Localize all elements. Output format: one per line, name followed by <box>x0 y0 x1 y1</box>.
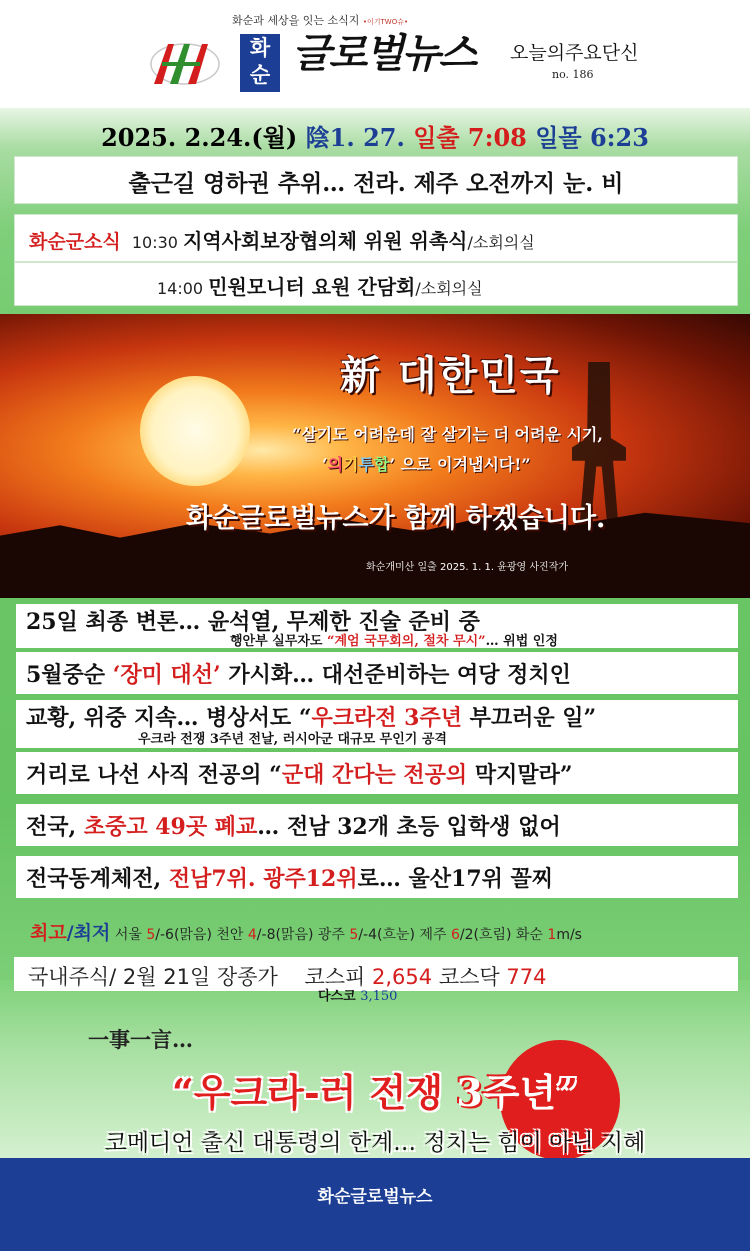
label-sep: / <box>66 922 74 944</box>
tagline-text: 화순과 세상을 잇는 소식지 <box>232 14 360 27</box>
headline-text: 전국, <box>26 814 84 840</box>
city: 광주 <box>317 927 350 943</box>
news-headline <box>26 810 561 841</box>
temp-rest: /2(흐림) <box>459 927 516 943</box>
headline-text: 로… 울산17위 꼴찌 <box>357 866 554 892</box>
stock-label: 국내주식/ 2월 21일 장종가 <box>28 965 278 989</box>
news-item-3[interactable] <box>16 700 738 748</box>
dateline <box>0 118 750 153</box>
daily-title: 오늘의주요단신 <box>510 42 639 64</box>
wind-unit: m/s <box>556 927 582 943</box>
headline-text: 가시화… 대선준비하는 여당 정치인 <box>220 662 571 688</box>
sun-char: 순 <box>249 62 271 87</box>
hwasun-logo-box <box>240 34 280 92</box>
lunar-date: 陰1. 27. <box>305 123 405 152</box>
tagline-brand: •이기TWO슈• <box>362 18 409 26</box>
news-subline <box>230 630 558 649</box>
dasco-label: 다스코 <box>318 989 361 1004</box>
footer-brand[interactable]: 화순글로벌뉴스 <box>317 1187 433 1207</box>
news-item-5[interactable] <box>16 804 738 846</box>
temp-rest: /-8(맑음) <box>256 927 318 943</box>
sub-highlight: “계엄 국무회의, 절차 무시” <box>326 634 486 649</box>
event-time: 14:00 <box>157 279 204 298</box>
event-title: 지역사회보장협의체 위원 위촉식 <box>183 229 468 253</box>
label-high: 최고 <box>30 922 67 944</box>
county-news-label: 화순군소식 <box>29 231 121 253</box>
quote-char: 투 <box>358 455 374 474</box>
temp-high: 5 <box>349 927 359 943</box>
city: 제주 <box>419 927 451 943</box>
masthead <box>0 0 750 108</box>
headline-text: 교황, 위중 지속… 병상서도 “ <box>26 705 312 731</box>
dasco-value: 3,150 <box>360 989 398 1004</box>
headline-highlight: 우크라전 3주년 <box>311 705 462 731</box>
event-place: /소회의실 <box>415 279 483 298</box>
headline-text: ” <box>556 1070 579 1115</box>
news-item-4[interactable] <box>16 752 738 794</box>
headline-text: … 전남 32개 초등 입학생 없어 <box>257 814 561 840</box>
temp-high: 5 <box>146 927 156 943</box>
headline-text: 거리로 나선 사직 전공의 “ <box>26 762 282 788</box>
headline-highlight: 3주년 <box>456 1070 557 1115</box>
event-time: 10:30 <box>131 233 178 252</box>
temperature-row <box>30 918 582 945</box>
sub-text: 행안부 실무자도 <box>230 634 327 649</box>
wind-speed: 1 <box>547 927 557 943</box>
quote-close: ’ 으로 이겨냅시다!” <box>389 455 531 474</box>
news-item-6[interactable] <box>16 856 738 898</box>
weather-headline-box <box>14 156 738 204</box>
banner-main-message: 화순글로벌뉴스가 함께 하겠습니다. <box>186 503 606 534</box>
headline-text: 전국동계체전, <box>26 866 169 892</box>
logo-icon <box>140 34 230 90</box>
city: 서울 <box>114 927 147 943</box>
one-word-label: 一事一言… <box>88 1027 193 1052</box>
sunrise: 일출 7:08 <box>413 123 527 152</box>
quote-char: 기 <box>343 455 359 474</box>
event-title: 민원모니터 요원 간담회 <box>208 275 416 299</box>
kosdaq-value: 774 <box>506 965 547 989</box>
quote-open: ‘ <box>322 455 328 474</box>
news-item-2[interactable] <box>16 652 738 694</box>
sunset: 일몰 6:23 <box>535 123 649 152</box>
news-item-1[interactable] <box>16 604 738 648</box>
headline-text: 막지말라” <box>467 762 573 788</box>
label-low: 최저 <box>73 922 111 944</box>
issue-number: no. 186 <box>552 68 594 81</box>
event-place: /소회의실 <box>467 233 535 252</box>
county-news-box-2 <box>14 262 738 306</box>
hwa-char: 화 <box>249 35 271 60</box>
kospi-value: 2,654 <box>372 965 433 989</box>
news-headline <box>26 658 571 689</box>
temp-high: 4 <box>247 927 257 943</box>
headline-highlight: ‘장미 대선’ <box>112 662 221 688</box>
city: 천안 <box>216 927 248 943</box>
headline-text: “우크라-러 전쟁 <box>171 1070 457 1115</box>
county-news-item-1[interactable] <box>29 225 535 254</box>
headline-text: 5월중순 <box>26 662 113 688</box>
county-news-box-1 <box>14 214 738 262</box>
kosdaq-label: 코스닥 <box>432 965 507 989</box>
one-word-headline <box>0 1062 750 1117</box>
sun-image <box>140 376 250 486</box>
news-headline <box>26 862 553 893</box>
temp-high: 6 <box>450 927 460 943</box>
weather-headline[interactable]: 출근길 영하권 추위… 전라. 제주 오전까지 눈. 비 <box>128 170 624 197</box>
county-news-item-2[interactable] <box>157 271 483 300</box>
news-headline <box>26 758 572 789</box>
sunrise-photo-banner <box>0 314 750 598</box>
kospi-label: 코스피 <box>304 965 373 989</box>
brand-script: 글로벌뉴스 <box>292 30 476 77</box>
one-word-comment: 코메디언 출신 대통령의 한계… 정치는 힘이 아닌 지혜 <box>104 1130 646 1156</box>
footer-bar <box>0 1158 750 1251</box>
temp-rest: /-4(흐눈) <box>358 927 420 943</box>
temp-rest: /-6(맑음) <box>155 927 217 943</box>
headline-highlight: 초중고 49곳 폐교 <box>83 814 258 840</box>
banner-title: 新 대한민국 <box>340 352 561 399</box>
stock-row[interactable] <box>28 961 546 991</box>
date: 2025. 2.24.(월) <box>101 123 298 152</box>
banner-quote-1: “살기도 어려운데 잘 살기는 더 어려운 시기, <box>292 425 603 444</box>
headline-text: 부끄러운 일” <box>461 705 597 731</box>
headline-highlight: 군대 간다는 전공의 <box>281 762 468 788</box>
dasco-row <box>318 985 397 1004</box>
headline-highlight: 전남7위. 광주12위 <box>168 866 358 892</box>
city: 화순 <box>515 927 548 943</box>
banner-quote-2 <box>322 452 531 475</box>
sub-text: … 위법 인정 <box>485 634 558 649</box>
news-subline: 우크라 전쟁 3주년 전날, 러시아군 대규모 무인기 공격 <box>138 732 447 747</box>
quote-char: 의 <box>327 455 344 474</box>
photo-credit: 화순개미산 일출 2025. 1. 1. 윤광영 사진작가 <box>366 562 569 573</box>
news-headline: 25일 최종 변론… 윤석열, 무제한 진술 준비 중 <box>26 609 480 635</box>
quote-char: 합 <box>373 455 390 474</box>
